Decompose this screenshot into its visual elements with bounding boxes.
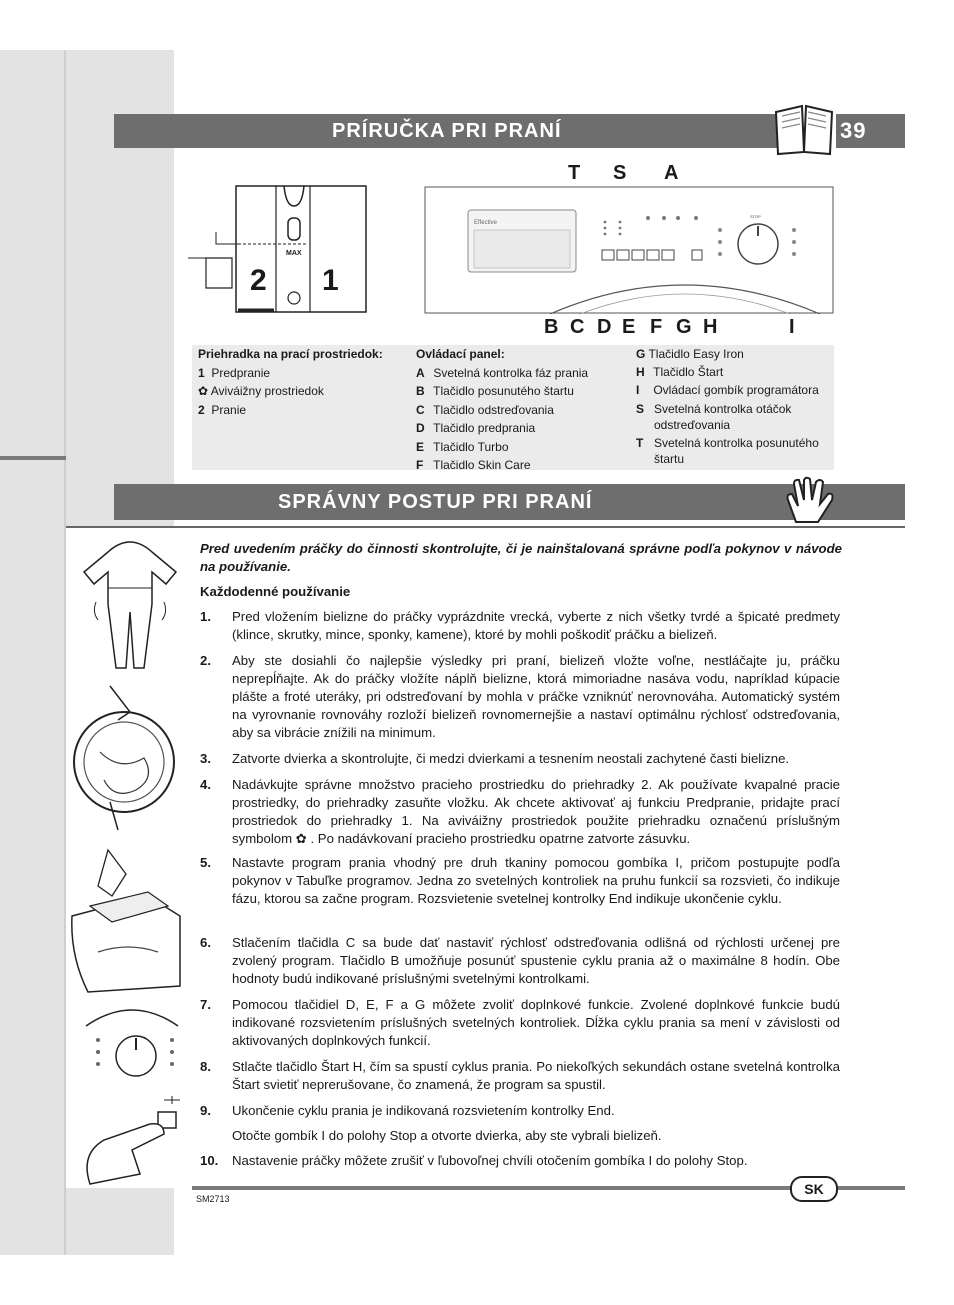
panel-label-d: D [597, 316, 612, 338]
legend-item: A Svetelná kontrolka fáz prania [416, 365, 589, 380]
panel-label-a: A [664, 162, 679, 184]
legend-item: H Tlačidlo Štart [636, 365, 724, 379]
lang-badge [790, 1176, 838, 1202]
overalls-illustration [78, 532, 182, 672]
panel-stop-label: STOP [750, 214, 761, 219]
door-illustration [70, 682, 182, 832]
panel-label-f: F [650, 316, 663, 338]
legend-item: 1 Predpranie [198, 365, 271, 380]
step-7: 7. Pomocou tlačidiel D, E, F a G môžete zvoliť doplnkové funkcie. Zvolené doplnkové funkcie budú indikované rozsvietením príslušných svetelných kontroliek. Dĺžka cyklu prania sa mení v závislosti od aktivovaných doplnkových funkcií. [200, 997, 840, 1048]
legend-item: ✿ Aviváižny prostriedok [198, 384, 324, 398]
legend-item: 2 Pranie [198, 402, 247, 417]
page-number-box [836, 114, 905, 148]
step-2: 2. Aby ste dosiahli čo najlepšie výsledky pri praní, bielizeň vložte voľne, nestláčajte ju, práčku neprepĺňajte. Ak do práčky vložíte náplň bielizne, ktorá mimoriadne nasáva vodu, napríklad kúpacie plášte a froté uteráky, pri odstreďovaní by mohla v práčke vzniknúť nerovnováha. Automatický systém na vyrovnanie rovnováhy rozloží bielizeň rovnomernejšie a nastaví optimálnu rýchlosť odstreďovania, aby sa vibrácie znížili na minimum. [200, 653, 840, 740]
softener-icon: ✿ [198, 384, 209, 398]
legend-box [192, 345, 834, 470]
intro-text: Pred uvedením práčky do činnosti skontrolujte, či je nainštalovaná správne podľa pokynov v návode na používanie. [200, 541, 842, 574]
steps-list [200, 608, 842, 1178]
step-9-cont: Otočte gombík I do polohy Stop a otvorte dvierka, aby ste vybrali bielizeň. [232, 1128, 662, 1143]
panel-label-s: S [613, 162, 627, 184]
legend-item: I Ovládací gombík programátora [636, 383, 819, 397]
knob-illustration [80, 1000, 184, 1090]
panel-label-c: C [570, 316, 585, 338]
legend-item: G Tlačidlo Easy Iron [636, 347, 744, 361]
step-9: 9. Ukončenie cyklu prania je indikovaná rozsvietením kontrolky End. [200, 1103, 615, 1118]
panel-label-e: E [622, 316, 636, 338]
step-10: 10. Nastavenie práčky môžete zrušiť v ľubovoľnej chvíli otočením gombíka I do polohy Stop. [200, 1153, 748, 1168]
panel-label-t: T [568, 162, 581, 184]
section-title: SPRÁVNY POSTUP PRI PRANÍ [278, 490, 593, 513]
page-title: PRÍRUČKA PRI PRANÍ [332, 119, 562, 142]
left-margin-rule [0, 456, 66, 460]
drawer-compartment-2: 2 [250, 264, 267, 297]
panel-label-h: H [703, 316, 718, 338]
legend-item: E Tlačidlo Turbo [416, 439, 509, 454]
panel-label-g: G [676, 316, 692, 338]
legend-col-panel [416, 345, 626, 475]
step-3: 3. Zatvorte dvierka a skontrolujte, či medzi dvierkami a tesnením neostali zachytené časti bielizne. [200, 751, 790, 766]
legend-item: C Tlačidlo odstreďovania [416, 402, 554, 417]
panel-label-i: I [789, 316, 795, 338]
legend-item: T Svetelná kontrolka posunutého štartu [636, 436, 819, 466]
lang-code: SK [804, 1181, 824, 1197]
drawer-max-label: MAX [286, 250, 302, 257]
panel-label-b: B [544, 316, 559, 338]
section-underline [66, 526, 905, 528]
drawer-diagram [186, 184, 372, 324]
hand-icon [782, 476, 838, 526]
panel-brand-label: Effective [474, 220, 497, 226]
legend-col1-title: Priehradka na prací prostriedok: [198, 347, 383, 361]
legend-item: D Tlačidlo predprania [416, 421, 536, 435]
page-number: 39 [840, 118, 867, 143]
control-panel-diagram [424, 186, 834, 314]
section-header-manual [114, 114, 780, 148]
legend-item: S Svetelná kontrolka otáčok odstreďovania [636, 402, 792, 432]
start-button-illustration [80, 1094, 184, 1186]
legend-col2-title: Ovládací panel: [416, 347, 505, 361]
doc-code: SM2713 [196, 1194, 230, 1204]
step-5: 5. Nastavte program prania vhodný pre druh tkaniny pomocou gombíka I, pričom postupujte podľa pokynov v Tabuľke programov. Jedna zo svetelných kontroliek na pruhu funkcií sa rozsvieti, čo indikuje fázu, ktorou sa začne program. Rozsvietenie svetelnej kontrolky End indikuje ukončenie cyklu. [200, 855, 840, 906]
legend-item: F Tlačidlo Skin Care [416, 458, 531, 472]
drawer-compartment-1: 1 [322, 264, 339, 297]
book-icon [772, 102, 836, 158]
drawer-fill-illustration [68, 846, 184, 996]
legend-item: B Tlačidlo posunutého štartu [416, 384, 574, 398]
legend-col-panel-2 [636, 345, 832, 467]
legend-col-drawer [198, 345, 408, 419]
subheading: Každodenné používanie [200, 584, 351, 599]
step-1: 1. Pred vložením bielizne do práčky vyprázdnite vrecká, vyberte z nich všetky tvrdé a špicaté predmety (klince, skrutky, mince, sponky, kamene), ktoré by mohli poškodiť práčku a bielizeň. [200, 609, 840, 642]
step-4: 4. Nadávkujte správne množstvo pracieho prostriedku do priehradky 2. Ak používate kvapalné pracie prostriedky, do priehradky zasuňte vložku. Ak chcete aktivovať aj funkciu Predpranie, pridajte prací prostriedok do priehradky 1. Na aviváižny prostriedok použite priehradku označenú príslušným symbolom ✿ . Po nadávkovaní pracieho prostriedku opatrne zatvorte zásuvku. [200, 777, 840, 846]
step-8: 8. Stlačte tlačidlo Štart H, čím sa spustí cyklus prania. Po niekoľkých sekundách ostane svetelná kontrolka Štart svietiť neprerušovane, čo znamená, že program sa spustil. [200, 1059, 840, 1092]
step-6: 6. Stlačením tlačidla C sa bude dať nastaviť rýchlosť odstreďovania odlišná od rýchlosti určenej pre zvolený program. Tlačidlo B umožňuje posunúť spustenie cyklu prania až o maximálne 8 hodín. Obe hodnoty budú indikované príslušnými svetelnými kontrolkami. [200, 935, 840, 986]
